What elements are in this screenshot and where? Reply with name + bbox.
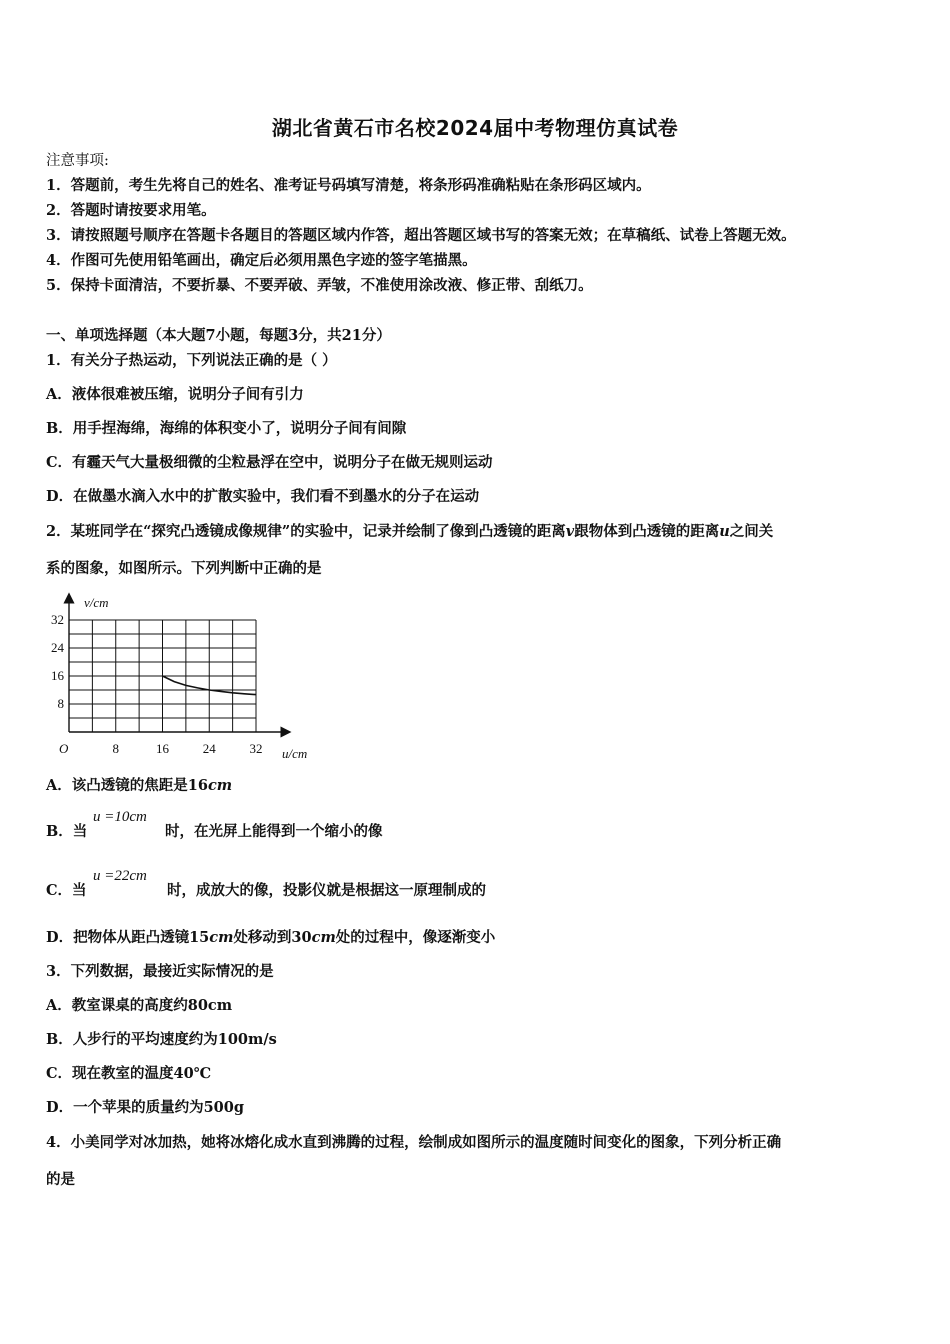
x-axis-label: u/cm xyxy=(282,746,308,761)
y-tick-label: 8 xyxy=(57,696,64,711)
y-tick-label: 16 xyxy=(51,668,64,683)
x-tick-labels xyxy=(113,741,263,756)
q1-option-a: A．液体很难被压缩，说明分子间有引力 xyxy=(46,386,304,403)
q2-var-v: v xyxy=(565,523,575,540)
q1-option-b: B．用手捏海绵，海绵的体积变小了，说明分子间有间隙 xyxy=(46,420,407,437)
q3-option-b: B．人步行的平均速度约为100m/s xyxy=(46,1031,277,1048)
q3-stem: 3．下列数据，最接近实际情况的是 xyxy=(46,963,274,980)
q2-stem-part3: 之间关 xyxy=(729,523,774,540)
q2-option-d-part3: 处的过程中，像逐渐变小 xyxy=(335,929,496,946)
x-tick-label: 8 xyxy=(112,741,119,756)
q2-option-d-part2: 处移动到30 xyxy=(233,929,312,946)
q4-stem-line2: 的是 xyxy=(46,1171,75,1188)
y-tick-label: 24 xyxy=(51,640,64,655)
q3-option-d: D．一个苹果的质量约为500g xyxy=(46,1099,244,1116)
q2-option-a-text: A．该凸透镜的焦距是16 xyxy=(46,777,208,794)
q2-option-b-suffix: 时，在光屏上能得到一个缩小的像 xyxy=(165,823,383,840)
x-tick-label: 24 xyxy=(202,741,216,756)
q2-option-c-prefix: C．当 xyxy=(46,882,87,899)
q2-option-d-part1: D．把物体从距凸透镜15 xyxy=(46,929,210,946)
y-tick-label: 32 xyxy=(51,612,64,627)
notice-item-3: 3．请按照题号顺序在答题卡各题目的答题区域内作答，超出答题区域书写的答案无效；在草稿纸、试卷上答题无效。 xyxy=(46,227,796,244)
y-axis-label: v/cm xyxy=(84,595,109,610)
page-title: 湖北省黄石市名校2024届中考物理仿真试卷 xyxy=(271,116,679,140)
q1-option-d: D．在做墨水滴入水中的扩散实验中，我们看不到墨水的分子在运动 xyxy=(46,488,480,505)
q2-option-d-unit1: cm xyxy=(209,929,234,946)
q4-stem-line1: 4．小美同学对冰加热，她将冰熔化成水直到沸腾的过程，绘制成如图所示的温度随时间变化的图象，下列分析正确 xyxy=(46,1134,782,1151)
q2-option-b-prefix: B．当 xyxy=(46,823,88,840)
q2-stem-part1: 2．某班同学在“探究凸透镜成像规律”的实验中，记录并绘制了像到凸透镜的距离 xyxy=(46,523,566,540)
q2-option-d xyxy=(46,928,495,948)
q2-option-b-formula: u =10cm xyxy=(93,809,147,825)
notice-item-5: 5．保持卡面清洁，不要折暴、不要弄破、弄皱，不准使用涂改液、修正带、刮纸刀。 xyxy=(46,277,593,294)
origin-label: O xyxy=(59,741,69,756)
q3-option-c: C．现在教室的温度40℃ xyxy=(46,1065,212,1082)
x-tick-label: 32 xyxy=(249,741,263,756)
q2-option-a xyxy=(46,776,232,796)
q2-option-c-suffix: 时，成放大的像，投影仪就是根据这一原理制成的 xyxy=(167,882,486,899)
q2-stem-part2: 跟物体到凸透镜的距离 xyxy=(574,523,720,540)
notice-item-1: 1．答题前，考生先将自己的姓名、准考证号码填写清楚，将条形码准确粘贴在条形码区域内。 xyxy=(46,177,651,194)
q2-option-c-formula: u =22cm xyxy=(93,868,147,884)
q2-option-a-unit: cm xyxy=(207,777,233,794)
notice-item-4: 4．作图可先使用铅笔画出，确定后必须用黑色字迹的签字笔描黑。 xyxy=(46,252,477,269)
y-tick-labels xyxy=(51,612,65,711)
x-tick-label: 16 xyxy=(156,741,169,756)
lens-graph xyxy=(44,592,324,767)
q1-stem: 1．有关分子热运动，下列说法正确的是（ ） xyxy=(46,352,337,369)
q1-option-c: C．有霾天气大量极细微的尘粒悬浮在空中，说明分子在做无规则运动 xyxy=(46,454,493,471)
notice-heading: 注意事项: xyxy=(46,153,109,169)
q2-stem-line2: 系的图象，如图所示。下列判断中正确的是 xyxy=(46,560,322,577)
q2-stem-line1 xyxy=(46,522,773,542)
q2-var-u: u xyxy=(719,523,730,540)
q3-option-a: A．教室课桌的高度约80cm xyxy=(46,997,233,1014)
notice-item-2: 2．答题时请按要求用笔。 xyxy=(46,202,216,219)
q2-option-d-unit2: cm xyxy=(311,929,336,946)
section-heading: 一、单项选择题（本大题7小题，每题3分，共21分） xyxy=(46,327,391,344)
